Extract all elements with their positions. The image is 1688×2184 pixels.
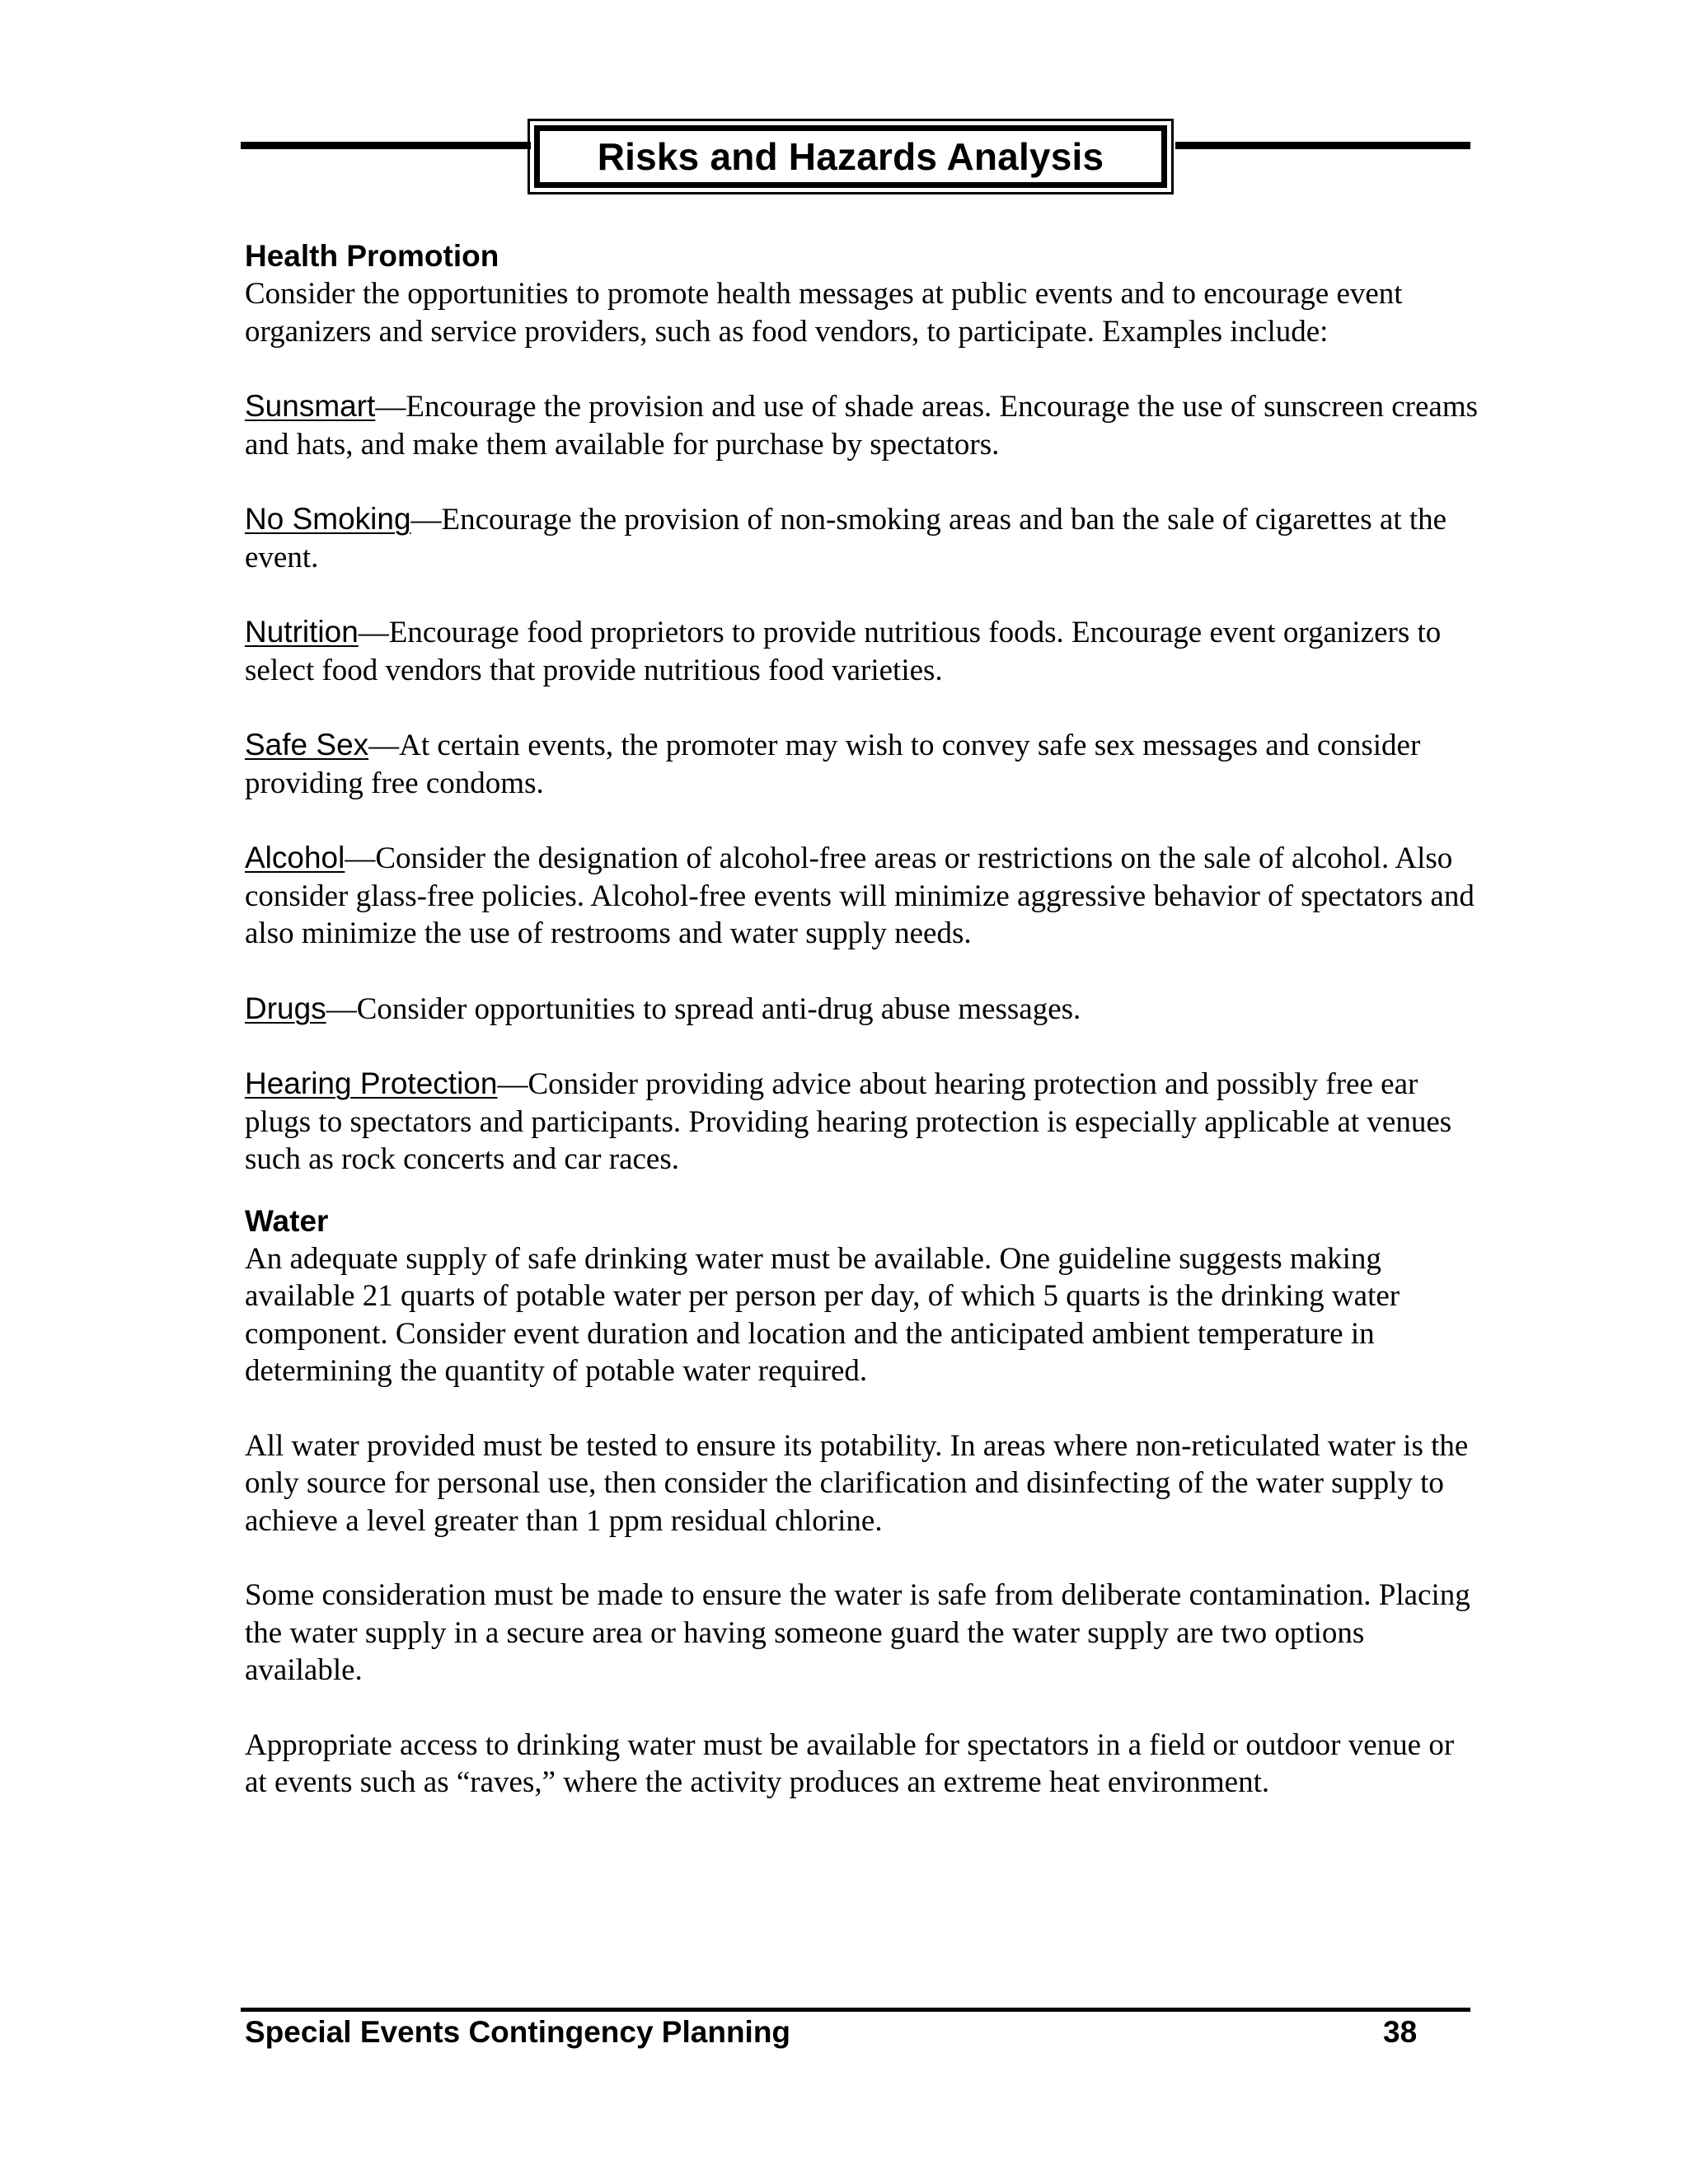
title-box (528, 119, 1174, 194)
header-rule-left (241, 142, 531, 149)
main-content (245, 237, 1481, 1839)
em-dash: — (345, 841, 376, 875)
footer-rule (241, 2008, 1470, 2012)
health-item-text: Encourage the provision of non-smoking areas and ban the sale of cigarettes at the event. (245, 503, 1447, 574)
health-item-text: Consider providing advice about hearing protection and possibly free ear plugs to spectators and participants. Providing hearing protection is especially applicable at venues such as rock concerts and car races. (245, 1067, 1452, 1176)
section-heading-health-promotion: Health Promotion (245, 239, 499, 273)
health-item-label: Alcohol (245, 841, 345, 874)
health-item-alcohol (245, 839, 1481, 953)
health-item-text: Consider opportunities to spread anti-drug abuse messages. (356, 991, 1081, 1026)
health-item-text: Consider the designation of alcohol-free areas or restrictions on the sale of alcohol. Also consider glass-free policies. Alcohol-free events will minimize aggressive behavior of spectators and also minimize the use of restrooms and water supply needs. (245, 841, 1475, 950)
health-item-no-smoking (245, 500, 1481, 576)
page-number: 38 (1383, 2015, 1418, 2049)
header-rule-right (1175, 142, 1470, 149)
em-dash: — (326, 991, 357, 1026)
water-paragraph: Appropriate access to drinking water must be available for spectators in a field or outdoor venue or at events such as “raves,” where the activity produces an extreme heat environment. (245, 1727, 1455, 1799)
water-paragraph: An adequate supply of safe drinking water must be available. One guideline suggests making available 21 quarts of potable water per person per day, of which 5 quarts is the drinking water component. Consider event duration and location and the anticipated ambient temperature in determining the quantity of potable water required. (245, 1241, 1400, 1388)
water-paragraph: Some consideration must be made to ensure the water is safe from deliberate contamination. Placing the water supply in a secure area or having someone guard the water supply are two options available. (245, 1578, 1470, 1687)
em-dash: — (358, 616, 389, 649)
section-heading-water: Water (245, 1203, 329, 1238)
health-item-text: Encourage food proprietors to provide nutritious foods. Encourage event organizers to select food vendors that provide nutritious food varieties. (245, 616, 1442, 687)
health-item-safe-sex (245, 726, 1481, 802)
health-item-hearing-protection (245, 1065, 1481, 1179)
em-dash: — (375, 390, 406, 424)
health-item-label: Sunsmart (245, 389, 376, 423)
title-box-inner (534, 125, 1167, 188)
health-promotion-intro: Consider the opportunities to promote health messages at public events and to encourage event organizers and service providers, such as food vendors, to participate. Examples include: (245, 277, 1403, 349)
health-item-nutrition (245, 613, 1481, 689)
health-item-text: At certain events, the promoter may wish to convey safe sex messages and consider providing free condoms. (245, 729, 1421, 800)
water-paragraph: All water provided must be tested to ensure its potability. In areas where non-reticulated water is the only source for personal use, then consider the clarification and disinfecting of the water supply to achieve a level greater than 1 ppm residual chlorine. (245, 1428, 1469, 1538)
footer-title: Special Events Contingency Planning (245, 2015, 791, 2049)
health-item-label: No Smoking (245, 502, 411, 536)
health-item-sunsmart (245, 387, 1481, 463)
health-item-label: Nutrition (245, 615, 359, 649)
health-item-text: Encourage the provision and use of shade areas. Encourage the use of sunscreen creams and hats, and make them available for purchase by spectators. (245, 390, 1478, 462)
em-dash: — (497, 1067, 528, 1101)
health-item-label: Safe Sex (245, 728, 369, 762)
em-dash: — (410, 503, 442, 537)
health-item-drugs (245, 990, 1481, 1029)
health-item-label: Hearing Protection (245, 1066, 498, 1100)
em-dash: — (368, 729, 400, 762)
page-title: Risks and Hazards Analysis (597, 135, 1104, 178)
health-item-label: Drugs (245, 991, 326, 1025)
